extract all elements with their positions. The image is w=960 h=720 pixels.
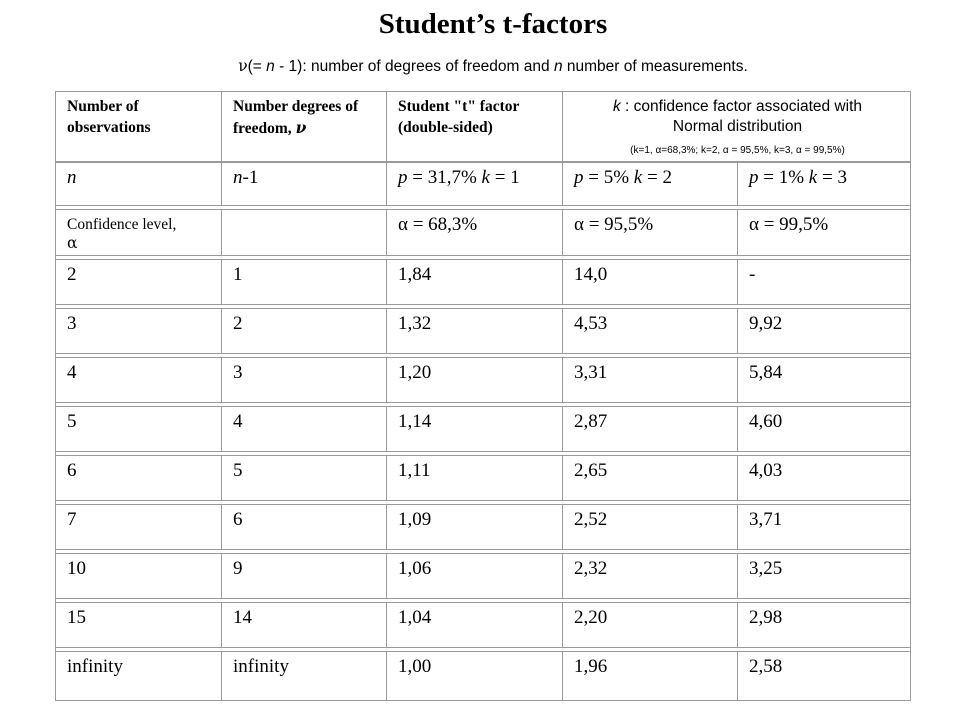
cell-t-factor: 1,11 <box>386 456 562 500</box>
table-row <box>55 406 911 452</box>
cell-k2-value: 2,32 <box>562 554 737 598</box>
cell-t-factor: 1,20 <box>386 358 562 402</box>
cell-t-factor: 1,09 <box>386 505 562 549</box>
cell-p-k2-p: p <box>574 167 584 188</box>
cell-observations: 4 <box>67 362 77 383</box>
header-k-line-3: (k=1, α=68,3%; k=2, α = 95,5%, k=3, α = 99,5%) <box>630 145 845 156</box>
cell-k2-value: 2,87 <box>562 407 737 451</box>
cell-degrees-freedom: 14 <box>221 603 386 647</box>
cell-k3-value: - <box>737 260 912 304</box>
table-row <box>55 259 911 305</box>
cell-alpha-68: α = 68,3% <box>386 210 562 255</box>
cell-confidence-empty <box>221 210 386 255</box>
cell-k2-value: 2,20 <box>562 603 737 647</box>
cell-k2-value: 2,65 <box>562 456 737 500</box>
table-row <box>55 357 911 403</box>
cell-degrees-freedom: 9 <box>221 554 386 598</box>
header-degrees-freedom <box>221 92 386 161</box>
cell-p-k1-end: = 1 <box>489 167 520 188</box>
cell-p-k2 <box>562 163 737 205</box>
cell-p-k1 <box>386 163 562 205</box>
table-row-confidence <box>55 209 911 256</box>
cell-confidence-label <box>56 210 221 255</box>
cell-k3-value: 4,60 <box>737 407 912 451</box>
page-title: Student’s t-factors <box>378 8 608 40</box>
confidence-label-text: Confidence level, <box>67 216 177 233</box>
cell-n-symbol: n <box>67 167 77 188</box>
cell-observations: 2 <box>67 264 77 285</box>
cell-p-k2-k: k <box>633 167 643 188</box>
cell-t-factor: 1,84 <box>386 260 562 304</box>
cell-k2-value: 14,0 <box>562 260 737 304</box>
cell-observations: 7 <box>67 509 77 530</box>
cell-p-k1-k: k <box>481 167 490 188</box>
cell-degrees-freedom: 2 <box>221 309 386 353</box>
subtitle-text-3: number of measurements. <box>562 58 748 75</box>
cell-k3-value: 4,03 <box>737 456 912 500</box>
cell-t-factor: 1,00 <box>386 652 562 700</box>
cell-k2-value: 1,96 <box>562 652 737 700</box>
cell-t-factor: 1,06 <box>386 554 562 598</box>
table-row <box>55 455 911 501</box>
cell-observations: 15 <box>67 607 86 628</box>
cell-observations: infinity <box>67 656 123 677</box>
page-subtitle <box>0 57 960 76</box>
subtitle-n-1: n <box>266 58 275 75</box>
cell-p-k1-mid: = 31,7% <box>407 167 482 188</box>
header-k-letter: k <box>613 98 621 115</box>
cell-degrees-freedom: 3 <box>221 358 386 402</box>
header-k-line-1 <box>563 98 912 116</box>
cell-k3-value: 3,25 <box>737 554 912 598</box>
cell-k2-value: 3,31 <box>562 358 737 402</box>
subtitle-text-2: - 1): number of degrees of freedom and <box>274 58 554 75</box>
cell-observations: 3 <box>67 313 77 334</box>
table-row <box>55 602 911 648</box>
cell-t-factor: 1,14 <box>386 407 562 451</box>
cell-observations: 6 <box>67 460 77 481</box>
cell-k3-value: 2,98 <box>737 603 912 647</box>
table-row <box>55 651 911 701</box>
cell-degrees-freedom: 6 <box>221 505 386 549</box>
cell-degrees-freedom: 5 <box>221 456 386 500</box>
table-row <box>55 553 911 599</box>
cell-k2-value: 2,52 <box>562 505 737 549</box>
cell-p-k3-k: k <box>808 167 818 188</box>
cell-p-k3-p: p <box>749 167 759 188</box>
cell-k2-value: 4,53 <box>562 309 737 353</box>
cell-p-k1-p: p <box>398 167 408 188</box>
cell-k3-value: 2,58 <box>737 652 912 700</box>
table-row <box>55 308 911 354</box>
cell-n-minus-1 <box>221 163 386 205</box>
subtitle-text-1: (= <box>247 58 267 75</box>
cell-alpha-95: α = 95,5% <box>562 210 737 255</box>
cell-p-k2-mid: = 5% <box>583 167 634 188</box>
cell-p-k3-end: = 3 <box>817 167 847 188</box>
table-row-n <box>55 162 911 206</box>
cell-k3-value: 3,71 <box>737 505 912 549</box>
cell-degrees-freedom: 1 <box>221 260 386 304</box>
header-k-line-2: Normal distribution <box>672 118 803 135</box>
cell-alpha-99: α = 99,5% <box>737 210 912 255</box>
nu-symbol: ν <box>238 57 248 75</box>
header-k-line-1-text: : confidence factor associated with <box>620 98 862 115</box>
cell-p-k2-end: = 2 <box>642 167 672 188</box>
cell-p-k3-mid: = 1% <box>758 167 809 188</box>
table-row <box>55 504 911 550</box>
header-degrees-freedom-text: Number degrees of freedom, <box>233 98 359 137</box>
cell-t-factor: 1,04 <box>386 603 562 647</box>
header-nu-symbol: ν <box>295 118 307 137</box>
header-observations: Number of observations <box>67 98 151 136</box>
cell-p-k3 <box>737 163 912 205</box>
cell-k3-value: 9,92 <box>737 309 912 353</box>
cell-observations: 5 <box>67 411 77 432</box>
cell-observations: 10 <box>67 558 86 579</box>
cell-n <box>56 163 221 205</box>
cell-degrees-freedom: infinity <box>221 652 386 700</box>
subtitle-n-2: n <box>553 58 563 75</box>
cell-degrees-freedom: 4 <box>221 407 386 451</box>
cell-k3-value: 5,84 <box>737 358 912 402</box>
cell-n-minus-1-rest: -1 <box>242 167 259 188</box>
cell-t-factor: 1,32 <box>386 309 562 353</box>
confidence-alpha-symbol: α <box>67 234 78 252</box>
table-header-row <box>55 91 911 162</box>
header-confidence-factor <box>562 92 912 161</box>
cell-n-minus-1-n: n <box>233 167 243 188</box>
header-student-t: Student "t" factor (double-sided) <box>386 92 562 161</box>
